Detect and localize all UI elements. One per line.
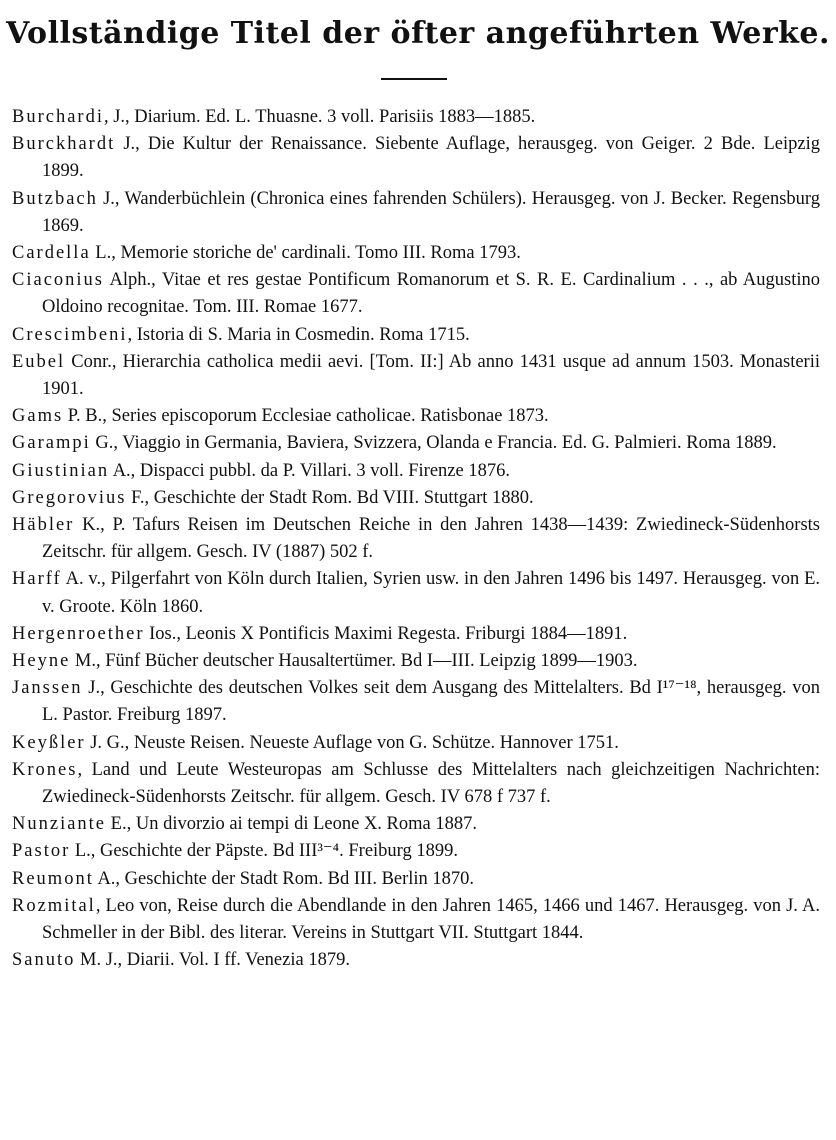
entry-author: Rozmital	[12, 895, 96, 916]
bibliography-entry	[12, 403, 820, 430]
bibliography-entry	[12, 566, 820, 620]
bibliography-entry	[12, 430, 820, 457]
entry-details: M., Fünf Bücher deutscher Hausaltertümer. Bd I—III. Leipzig 1899—1903.	[70, 651, 638, 672]
entry-author: Crescimbeni	[12, 324, 128, 345]
bibliography-entry	[12, 730, 820, 757]
entry-details: Alph., Vitae et res gestae Pontificum Romanorum et S. R. E. Cardinalium . . ., ab Augustino Oldoino recognitae. Tom. III. Romae 1677.	[42, 270, 820, 318]
entry-details: P. B., Series episcoporum Ecclesiae catholicae. Ratisbonae 1873.	[63, 406, 549, 427]
entry-author: Janssen	[12, 678, 83, 699]
entry-details: A., Dispacci pubbl. da P. Villari. 3 voll. Firenze 1876.	[109, 460, 510, 481]
bibliography-entry	[12, 512, 820, 566]
entry-author: Krones	[12, 759, 78, 780]
bibliography-entry	[12, 675, 820, 729]
entry-author: Ciaconius	[12, 270, 104, 291]
entry-details: A., Geschichte der Stadt Rom. Bd III. Berlin 1870.	[93, 868, 475, 889]
bibliography-entry	[12, 811, 820, 838]
entry-author: Garampi	[12, 433, 91, 454]
entry-details: L., Memorie storiche de' cardinali. Tomo III. Roma 1793.	[90, 243, 521, 264]
entry-details: J., Die Kultur der Renaissance. Siebente Auflage, herausgeg. von Geiger. 2 Bde. Leipzig 1899.	[42, 134, 820, 182]
entry-details: , Land und Leute Westeuropas am Schlusse des Mittelalters nach gleichzeitigen Nachrichten: Zwiedineck-Südenhorsts Zeitschr. für allgem. Gesch. IV 678 f 737 f.	[42, 759, 820, 808]
entry-author: Reumont	[12, 868, 94, 889]
entry-author: Gams	[12, 406, 64, 427]
bibliography-entry	[12, 893, 820, 947]
entry-details: F., Geschichte der Stadt Rom. Bd VIII. Stuttgart 1880.	[126, 487, 534, 508]
entry-details: J., Wanderbüchlein (Chronica eines fahrenden Schülers). Herausgeg. von J. Becker. Regensburg 1869.	[42, 188, 820, 236]
entry-author: Eubel	[12, 351, 66, 372]
entry-author: Häbler	[12, 515, 75, 536]
bibliography-entry	[12, 349, 820, 403]
entry-details: , Leo von, Reise durch die Abendlande in den Jahren 1465, 1466 und 1467. Herausgeg. von J. A. Schmeller in der Bibl. des literar. Vereins in Stuttgart VII. Stuttgart 1844.	[42, 895, 820, 944]
entry-details: M. J., Diarii. Vol. I ff. Venezia 1879.	[75, 950, 350, 971]
bibliography-entry	[12, 240, 820, 267]
entry-author: Pastor	[12, 841, 71, 862]
entry-author: Keyßler	[12, 732, 86, 753]
entry-author: Burchardi	[12, 107, 104, 127]
entry-author: Burckhardt	[12, 134, 116, 155]
entry-author: Sanuto	[12, 950, 76, 971]
entry-details: L., Geschichte der Päpste. Bd III³⁻⁴. Freiburg 1899.	[70, 841, 458, 862]
entry-details: E., Un divorzio ai tempi di Leone X. Roma 1887.	[106, 814, 477, 835]
title-rule	[381, 78, 447, 80]
entry-author: Giustinian	[12, 460, 110, 481]
entry-details: J., Geschichte des deutschen Volkes seit dem Ausgang des Mittelalters. Bd I¹⁷⁻¹⁸, herausgeg. von L. Pastor. Freiburg 1897.	[42, 678, 820, 726]
entry-details: , Istoria di S. Maria in Cosmedin. Roma 1715.	[127, 324, 470, 345]
bibliography-entry	[12, 757, 820, 811]
bibliography-entry	[12, 947, 820, 974]
bibliography-list	[12, 104, 820, 975]
bibliography-entry	[12, 838, 820, 865]
bibliography-entry	[12, 621, 820, 648]
entry-details: , J., Diarium. Ed. L. Thuasne. 3 voll. Parisiis 1883—1885.	[103, 107, 536, 127]
entry-details: Ios., Leonis X Pontificis Maximi Regesta. Friburgi 1884—1891.	[144, 623, 628, 644]
bibliography-entry	[12, 267, 820, 321]
bibliography-entry	[12, 485, 820, 512]
entry-author: Hergenroether	[12, 623, 145, 644]
entry-details: A. v., Pilgerfahrt von Köln durch Italien, Syrien usw. in den Jahren 1496 bis 1497. Herausgeg. von E. v. Groote. Köln 1860.	[42, 569, 820, 617]
entry-author: Gregorovius	[12, 487, 127, 508]
bibliography-entry	[12, 866, 820, 893]
entry-author: Butzbach	[12, 188, 98, 209]
entry-details: G., Viaggio in Germania, Baviera, Svizzera, Olanda e Francia. Ed. G. Palmieri. Roma 1889.	[90, 433, 777, 454]
bibliography-entry	[12, 322, 820, 349]
entry-author: Nunziante	[12, 814, 107, 835]
entry-author: Cardella	[12, 243, 91, 264]
bibliography-entry	[12, 186, 820, 240]
page-title: Vollständige Titel der öfter angeführten Werke.	[6, 16, 830, 51]
bibliography-entry	[12, 458, 820, 485]
entry-details: J. G., Neuste Reisen. Neueste Auflage von G. Schütze. Hannover 1751.	[85, 732, 619, 753]
entry-author: Heyne	[12, 651, 71, 672]
entry-details: K., P. Tafurs Reisen im Deutschen Reiche in den Jahren 1438—1439: Zwiedineck-Südenhorsts Zeitschr. für allgem. Gesch. IV (1887) 502 f.	[42, 515, 820, 563]
entry-author: Harff	[12, 569, 62, 590]
bibliography-entry	[12, 104, 820, 131]
bibliography-entry	[12, 648, 820, 675]
bibliography-entry	[12, 131, 820, 185]
entry-details: Conr., Hierarchia catholica medii aevi. [Tom. II:] Ab anno 1431 usque ad annum 1503. Monasterii 1901.	[42, 351, 820, 400]
